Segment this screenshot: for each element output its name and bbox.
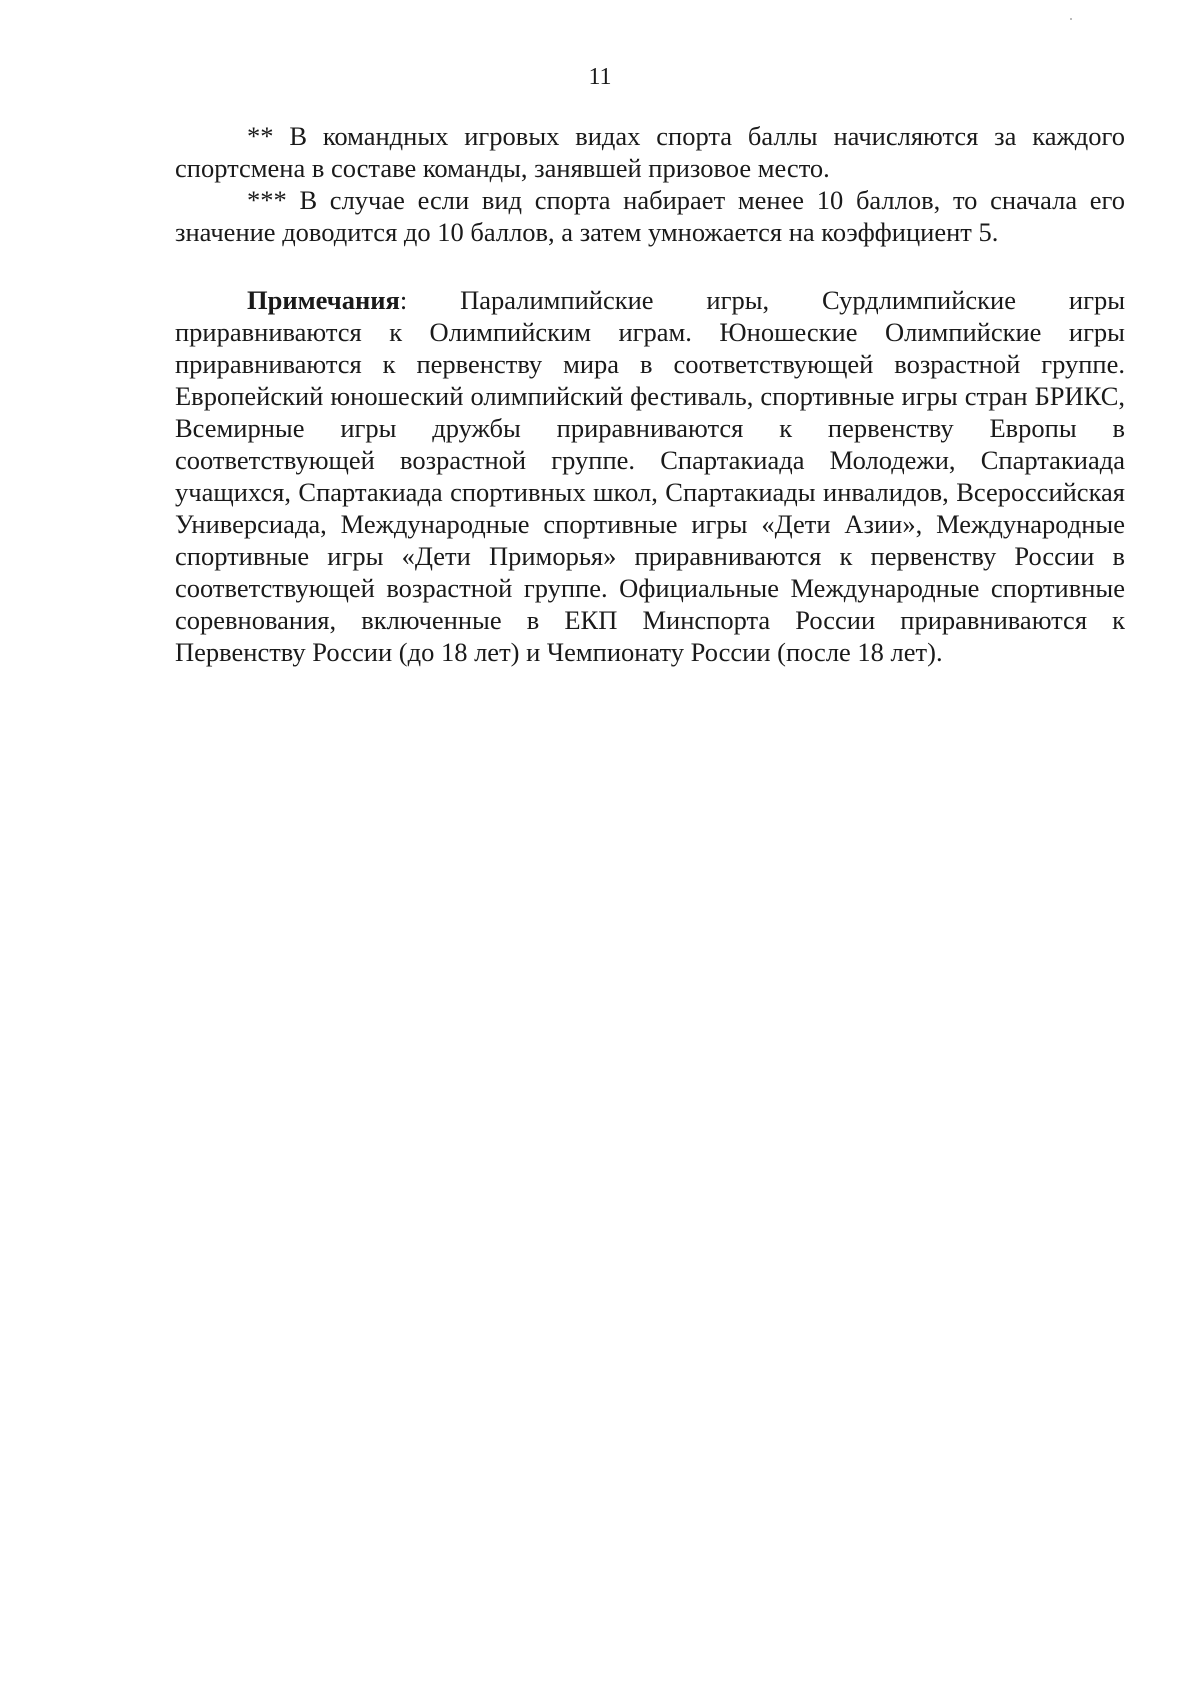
scan-artifact xyxy=(1070,18,1072,20)
page-number: 11 xyxy=(588,64,612,90)
notes-paragraph xyxy=(175,284,1125,668)
footnote-team-sports: ** В командных игровых видах спорта баллы начисляются за каждого спортсмена в составе команды, занявшей призовое место. xyxy=(175,121,1125,183)
notes-text: : Паралимпийские игры, Сурдлимпийские игры приравниваются к Олимпийским играм. Юношеские Олимпийские игры приравниваются к первенству мира в соответствующей возрастной группе. Европейский юношеский олимпийский фестиваль, спортивные игры стран БРИКС, Всемирные игры дружбы приравниваются к первенству Европы в соответствующей возрастной группе. Спартакиада Молодежи, Спартакиада учащихся, Спартакиада спортивных школ, Спартакиады инвалидов, Всероссийская Универсиада, Международные спортивные игры «Дети Азии», Международные спортивные игры «Дети Приморья» приравниваются к первенству России в соответствующей возрастной группе. Официальные Международные спортивные соревнования, включенные в ЕКП Минспорта России приравниваются к Первенству России (до 18 лет) и Чемпионату России (после 18 лет). xyxy=(175,285,1125,667)
notes-label: Примечания xyxy=(247,285,400,315)
document-body xyxy=(175,120,1125,668)
footnote-minimum-points: *** В случае если вид спорта набирает менее 10 баллов, то сначала его значение доводится до 10 баллов, а затем умножается на коэффициент 5. xyxy=(175,185,1125,247)
